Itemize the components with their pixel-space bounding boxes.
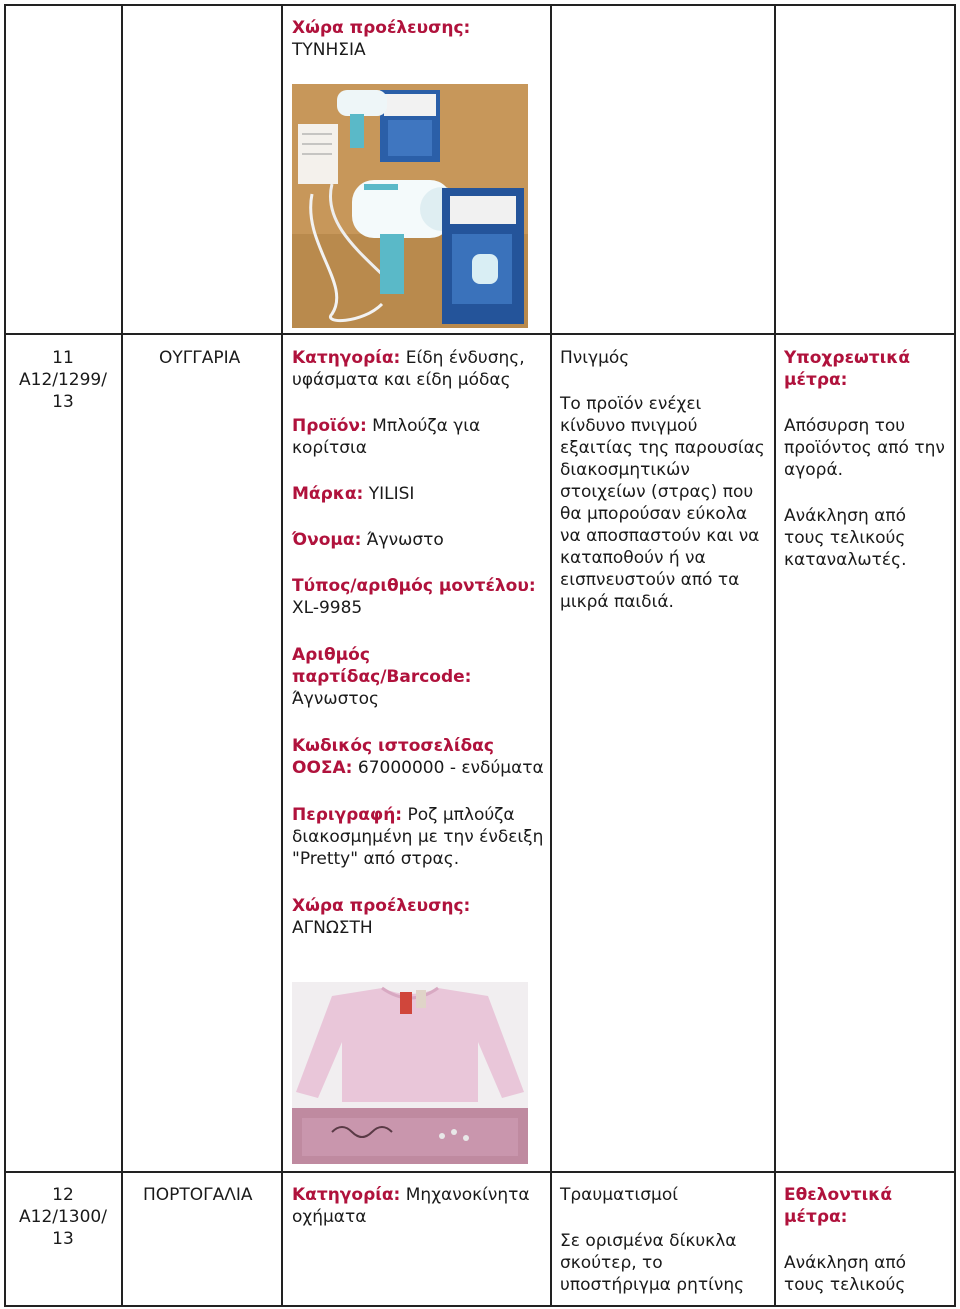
table-border-right (954, 4, 956, 1307)
category-line (292, 347, 544, 391)
oecd-label: Κωδικός ιστοσελίδας ΟΟΣΑ: (292, 736, 494, 778)
risk-description: Το προϊόν ενέχει κίνδυνο πνιγμού εξαιτίας της παρουσίας διακοσμητικών στοιχείων (στρας) που θα μπορούσαν εύκολα να αποσπαστούν και να καταποθούν ή να εισπνευστούν από τα μικρά παιδιά. (560, 394, 765, 612)
measures-withdrawal: Απόσυρση του προϊόντος από την αγορά. (784, 416, 945, 480)
row-number: 12 (52, 1185, 74, 1205)
row12-measures (784, 1184, 949, 1296)
origin-line (292, 895, 544, 917)
row-number: 11 (52, 348, 74, 368)
prev-origin (292, 17, 542, 61)
row11-risk (560, 347, 770, 613)
reference-code-line1: A12/1299/ (19, 370, 107, 390)
col-divider-1 (121, 4, 123, 1307)
row12-number (6, 1184, 120, 1250)
row12-country (143, 1184, 279, 1206)
category-line (292, 1184, 544, 1228)
row11-country (159, 347, 279, 369)
brand-label: Μάρκα: (292, 484, 364, 504)
table-border-bottom (4, 1305, 956, 1307)
product-label: Προϊόν: (292, 416, 367, 436)
row11-number (6, 347, 120, 413)
measures-label: Υποχρεωτικά μέτρα: (784, 348, 911, 390)
reference-code-line2: 13 (52, 392, 74, 412)
oecd-line (292, 735, 544, 779)
batch-label: Αριθμός παρτίδας/Barcode: (292, 645, 472, 687)
col-divider-4 (774, 4, 776, 1307)
measures-label: Εθελοντικά μέτρα: (784, 1185, 893, 1227)
origin-value: ΑΓΝΩΣΤΗ (292, 918, 373, 938)
notifying-country: ΠΟΡΤΟΓΑΛΙΑ (143, 1185, 253, 1205)
brand-value: YILISI (368, 484, 415, 504)
name-value: Άγνωστο (366, 530, 444, 550)
table-border-left (4, 4, 6, 1307)
col-divider-3 (550, 4, 552, 1307)
description-value: Ροζ μπλούζα διακοσμημένη με την ένδειξη "Pretty" από στρας. (292, 805, 544, 869)
origin-label: Χώρα προέλευσης: (292, 18, 471, 38)
name-label: Όνομα: (292, 530, 362, 550)
batch-line (292, 644, 544, 710)
model-value: XL-9985 (292, 598, 363, 618)
product-value: Μπλούζα για κορίτσια (292, 416, 481, 458)
batch-value: Άγνωστος (292, 689, 379, 709)
row11-product-details (292, 347, 544, 939)
row-divider-11 (4, 333, 956, 335)
row12-risk (560, 1184, 770, 1296)
risk-type: Τραυματισμοί (560, 1185, 678, 1205)
product-photo-hairdryer (292, 84, 528, 328)
model-line (292, 575, 544, 619)
row12-product-details (292, 1184, 544, 1228)
category-label: Κατηγορία: (292, 348, 401, 368)
measures-recall: Ανάκληση από τους τελικούς καταναλωτές. (784, 506, 907, 570)
notifying-country: ΟΥΓΓΑΡΙΑ (159, 348, 241, 368)
oecd-value: 67000000 - ενδύματα (357, 758, 544, 778)
category-value: Μηχανοκίνητα οχήματα (292, 1185, 530, 1227)
product-photo-blouse (292, 982, 528, 1164)
row-divider-12 (4, 1171, 956, 1173)
measures-recall: Ανάκληση από τους τελικούς (784, 1253, 906, 1295)
row11-measures (784, 347, 949, 571)
reference-code-line2: 13 (52, 1229, 74, 1249)
description-label: Περιγραφή: (292, 805, 403, 825)
model-label: Τύπος/αριθμός μοντέλου: (292, 576, 536, 596)
description-line (292, 804, 544, 870)
category-label: Κατηγορία: (292, 1185, 401, 1205)
risk-description: Σε ορισμένα δίκυκλα σκούτερ, το υποστήριγμα ρητίνης (560, 1231, 745, 1295)
product-line (292, 415, 544, 459)
risk-type: Πνιγμός (560, 348, 630, 368)
origin-value: ΤΥΝΗΣΙΑ (292, 40, 366, 60)
col-divider-2 (281, 4, 283, 1307)
name-line (292, 529, 544, 551)
category-value: Είδη ένδυσης, υφάσματα και είδη μόδας (292, 348, 525, 390)
reference-code-line1: A12/1300/ (19, 1207, 107, 1227)
table-border-top (4, 4, 956, 6)
brand-line (292, 483, 544, 505)
origin-label: Χώρα προέλευσης: (292, 896, 471, 916)
